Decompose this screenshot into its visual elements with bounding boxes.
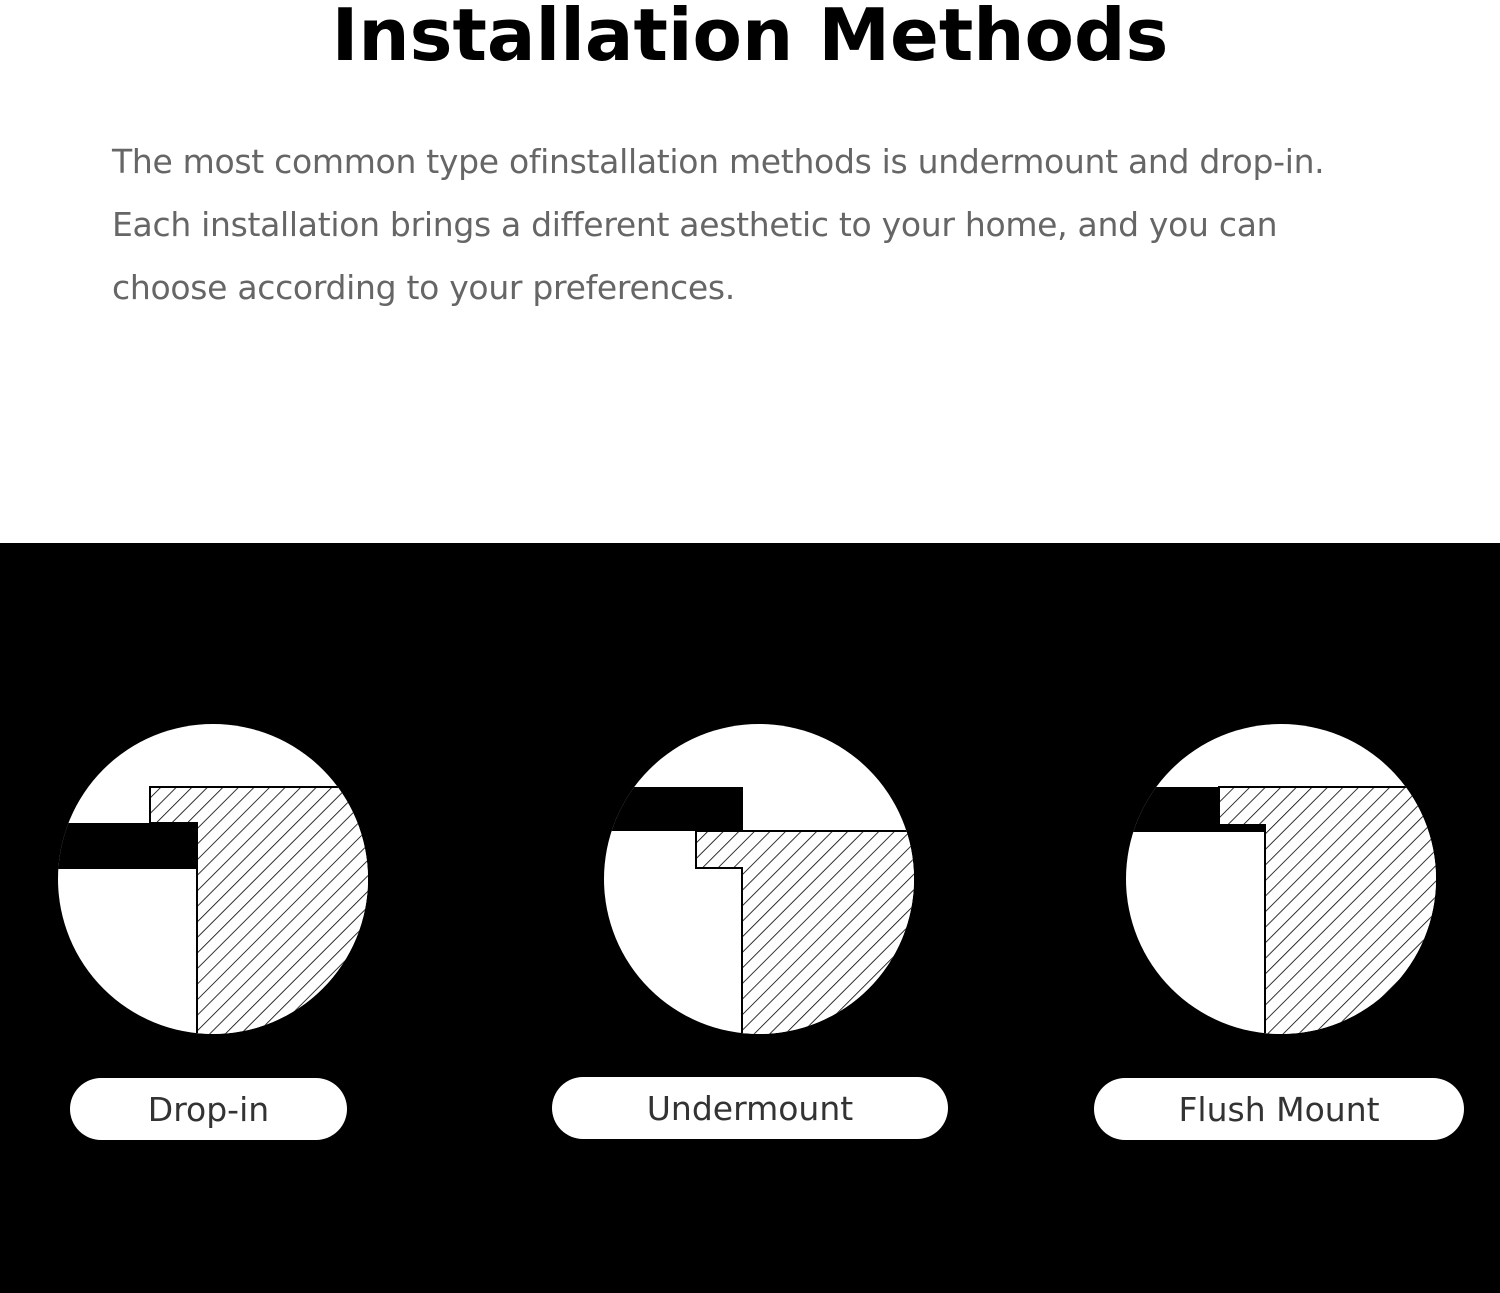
label-drop-in-text: Drop-in — [147, 1089, 270, 1129]
undermount-diagram — [590, 724, 930, 1043]
flush-mount-diagram — [1110, 724, 1450, 1043]
label-flush-mount — [1094, 1078, 1464, 1140]
drop-in-sink-rim — [40, 823, 197, 869]
installation-diagrams — [0, 543, 1500, 1293]
intro-section — [0, 0, 1500, 543]
label-drop-in — [70, 1078, 347, 1140]
description-line: choose according to your preferences. — [112, 268, 735, 307]
label-undermount-text: Undermount — [646, 1088, 854, 1128]
description-line: Each installation brings a different aesthetic to your home, and you can — [112, 205, 1278, 244]
intro-description — [112, 130, 1422, 319]
undermount-sink-rim — [590, 787, 743, 831]
description-line: The most common type ofinstallation methods is undermount and drop-in. — [112, 142, 1325, 181]
label-undermount — [552, 1077, 948, 1139]
label-flush-mount-text: Flush Mount — [1178, 1089, 1380, 1129]
page-title: Installation Methods — [331, 0, 1169, 77]
methods-section — [0, 543, 1500, 1293]
drop-in-diagram — [40, 724, 380, 1043]
